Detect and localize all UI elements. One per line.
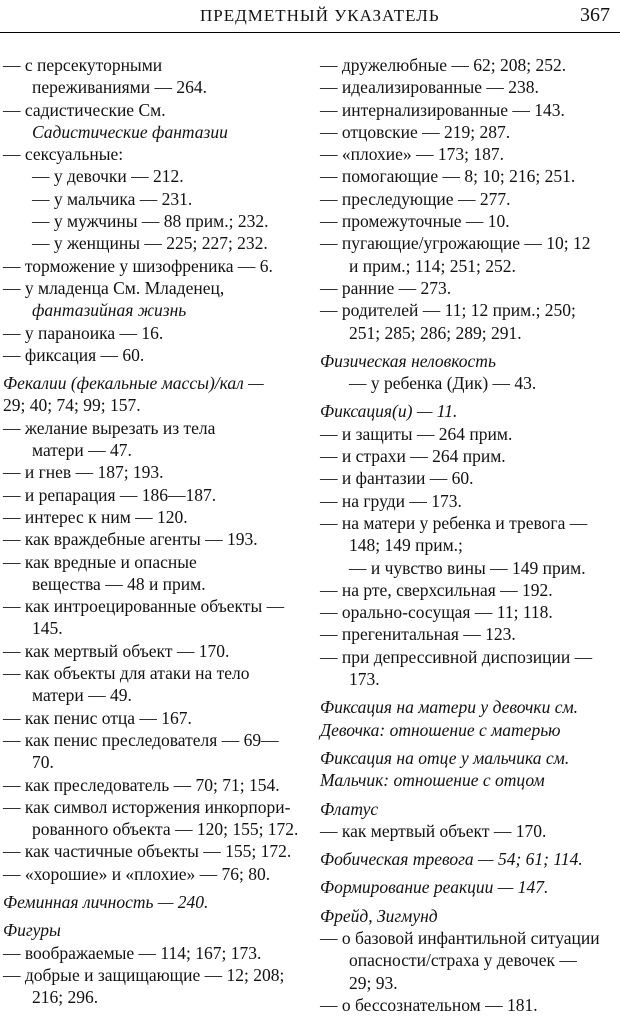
- index-entry: — воображаемые — 114; 167; 173.: [3, 942, 262, 963]
- index-entry: 145.: [32, 618, 63, 639]
- index-entry: — и фантазии — 60.: [320, 468, 474, 489]
- index-entry: и прим.; 114; 251; 252.: [349, 255, 516, 276]
- index-entry: 29; 40; 74; 99; 157.: [3, 395, 141, 416]
- index-entry: 251; 285; 286; 289; 291.: [349, 322, 522, 343]
- index-entry: — о бессознательном — 181.: [320, 994, 538, 1015]
- index-entry: — как частичные объекты — 155; 172.: [3, 841, 292, 862]
- index-entry: — как интроецированные объекты —: [3, 596, 285, 617]
- index-heading: Фиксация на матери у девочки см.: [320, 697, 579, 718]
- index-entry: — как пенис преследователя — 69—: [3, 729, 279, 750]
- index-entry: — как пенис отца — 167.: [3, 707, 192, 728]
- index-heading: Фекалии (фекальные массы)/кал —: [3, 373, 264, 394]
- index-heading: Фигуры: [3, 920, 61, 941]
- index-entry: — интерес к ним — 120.: [3, 506, 188, 527]
- index-entry: — интернализированные — 143.: [320, 99, 565, 120]
- index-entry: — и страхи — 264 прим.: [320, 446, 506, 467]
- index-entry: — как враждебные агенты — 193.: [3, 529, 258, 550]
- index-entry: — торможение у шизофреника — 6.: [3, 255, 273, 276]
- index-entry: — преследующие — 277.: [320, 188, 511, 209]
- index-heading: Флатус: [320, 798, 379, 819]
- page-header: [0, 0, 620, 36]
- index-entry: — фиксация — 60.: [3, 344, 145, 365]
- index-heading: Фобическая тревога — 54; 61; 114.: [320, 849, 583, 870]
- index-entry: — сексуальные:: [3, 144, 124, 165]
- index-entry: — и гнев — 187; 193.: [3, 462, 164, 483]
- index-entry: — у девочки — 212.: [32, 166, 184, 187]
- index-entry: — «хорошие» и «плохие» — 76; 80.: [3, 863, 271, 884]
- index-entry: — садистические См.: [3, 99, 166, 120]
- index-entry: фантазийная жизнь: [32, 300, 187, 321]
- index-entry: — «плохие» — 173; 187.: [320, 144, 505, 165]
- index-entry: — как мертвый объект — 170.: [320, 820, 547, 841]
- index-entry: — промежуточные — 10.: [320, 211, 510, 232]
- index-heading: Формирование реакции — 147.: [320, 877, 549, 898]
- index-entry: — с персекуторными: [3, 55, 163, 75]
- index-entry: — на груди — 173.: [320, 490, 462, 511]
- page-number: 367: [580, 4, 610, 26]
- running-title: ПРЕДМЕТНЫЙ УКАЗАТЕЛЬ: [200, 6, 440, 25]
- index-entry: Садистические фантазии: [32, 121, 228, 142]
- index-entry: 173.: [349, 669, 380, 690]
- index-entry: 216; 296.: [32, 987, 99, 1008]
- index-entry: — родителей — 11; 12 прим.; 250;: [320, 300, 576, 321]
- index-entry: — как символ исторжения инкорпори-: [3, 796, 291, 817]
- right-column: [320, 54, 616, 1016]
- index-entry: — ранние — 273.: [320, 277, 452, 298]
- index-entry: — о базовой инфантильной ситуации: [320, 927, 600, 948]
- index-entry: матери — 49.: [32, 685, 132, 706]
- index-entry: — у мальчика — 231.: [32, 188, 193, 209]
- index-entry: — как преследователь — 70; 71; 154.: [3, 774, 280, 795]
- index-heading: Мальчик: отношение с отцом: [320, 770, 545, 791]
- index-entry: — желание вырезать из тела: [3, 417, 216, 438]
- index-entry: 70.: [32, 752, 54, 773]
- index-entry: — на рте, сверхсильная — 192.: [320, 579, 553, 600]
- index-entry: — при депрессивной диспозиции —: [320, 646, 593, 667]
- index-heading: Фрейд, Зигмунд: [320, 905, 438, 926]
- index-entry: — у ребенка (Дик) — 43.: [349, 373, 537, 394]
- index-entry: — и чувство вины — 149 прим.: [349, 557, 586, 578]
- index-entry: опасности/страха у девочек —: [349, 950, 577, 971]
- index-entry: — прегенитальная — 123.: [320, 624, 516, 645]
- index-heading: Девочка: отношение с матерью: [320, 719, 561, 740]
- index-heading: Фиксация(и) — 11.: [320, 401, 458, 422]
- index-entry: — как мертвый объект — 170.: [3, 640, 230, 661]
- index-entry: — дружелюбные — 62; 208; 252.: [320, 55, 567, 75]
- index-entry: — идеализированные — 238.: [320, 77, 539, 98]
- index-entry: — у мужчины — 88 прим.; 232.: [32, 211, 269, 232]
- index-entry: — помогающие — 8; 10; 216; 251.: [320, 166, 576, 187]
- index-entry: — орально-сосущая — 11; 118.: [320, 602, 553, 623]
- index-entry: вещества — 48 и прим.: [32, 573, 206, 594]
- index-entry: — у женщины — 225; 227; 232.: [32, 233, 268, 254]
- index-entry: — пугающие/угрожающие — 10; 12: [320, 233, 591, 254]
- left-column: [3, 54, 303, 1008]
- index-heading: Фиксация на отце у мальчика см.: [320, 747, 570, 768]
- header-rule: [0, 32, 620, 33]
- index-entry: матери — 47.: [32, 440, 132, 461]
- index-entry: 148; 149 прим.;: [349, 535, 463, 556]
- index-entry: переживаниями — 264.: [32, 77, 207, 98]
- index-heading: Феминная личность — 240.: [3, 891, 209, 912]
- index-entry: — как вредные и опасные: [3, 551, 197, 572]
- index-entry: — на матери у ребенка и тревога —: [320, 512, 588, 533]
- index-entry: — добрые и защищающие — 12; 208;: [3, 964, 285, 985]
- index-entry: — как объекты для атаки на тело: [3, 663, 250, 684]
- index-entry: рованного объекта — 120; 155; 172.: [32, 819, 299, 840]
- index-entry: — и защиты — 264 прим.: [320, 423, 513, 444]
- index-entry: — отцовские — 219; 287.: [320, 121, 511, 142]
- index-entry: — и репарация — 186—187.: [3, 484, 217, 505]
- index-entry: — у младенца См. Младенец,: [3, 277, 225, 298]
- index-entry: — у параноика — 16.: [3, 322, 164, 343]
- index-entry: 29; 93.: [349, 972, 398, 993]
- index-heading: Физическая неловкость: [320, 350, 496, 371]
